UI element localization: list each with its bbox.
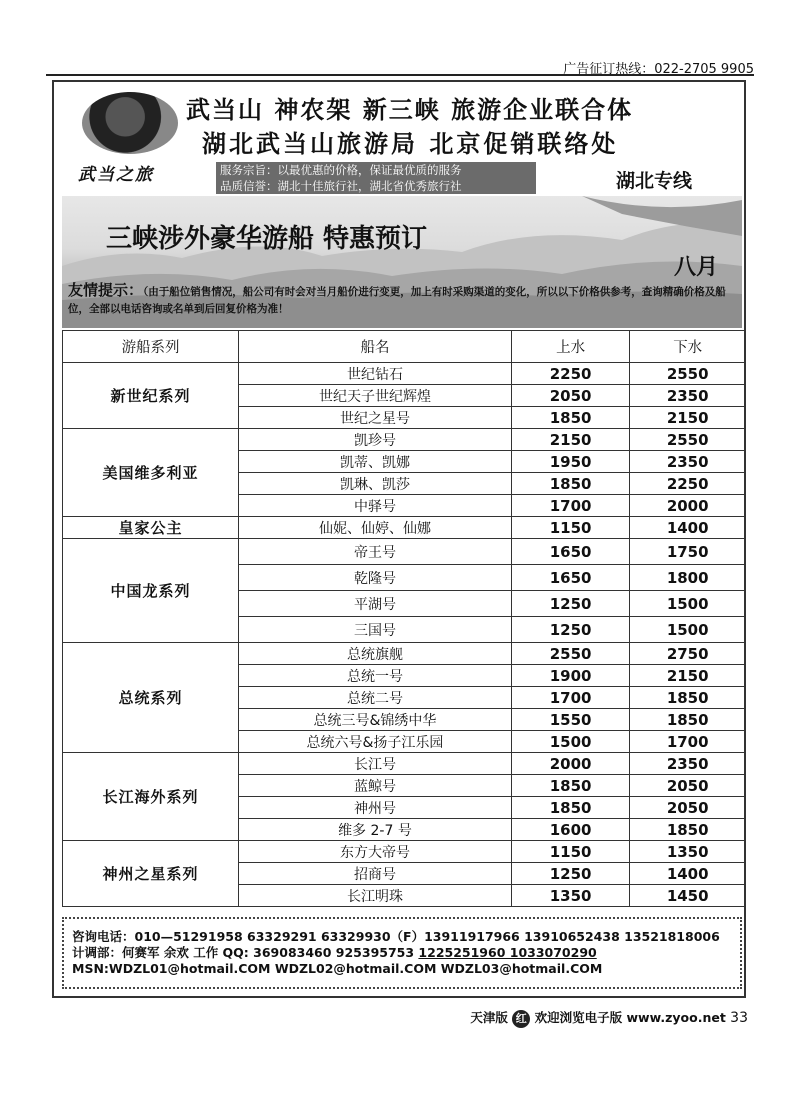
contact-box bbox=[62, 917, 742, 989]
ship-name: 维多 2-7 号 bbox=[239, 819, 512, 841]
ship-name: 长江明珠 bbox=[239, 885, 512, 907]
ship-name: 总统三号&锦绣中华 bbox=[239, 709, 512, 731]
ship-name: 仙妮、仙婷、仙娜 bbox=[239, 517, 512, 539]
ship-name: 凯琳、凯莎 bbox=[239, 473, 512, 495]
service-motto: 服务宗旨：以最优惠的价格，保证最优质的服务 bbox=[220, 163, 462, 177]
downstream-price: 1850 bbox=[630, 819, 746, 841]
table-row bbox=[63, 517, 746, 539]
ad-header bbox=[54, 82, 744, 194]
downstream-price: 2250 bbox=[630, 473, 746, 495]
ship-name: 世纪天子世纪辉煌 bbox=[239, 385, 512, 407]
upstream-price: 1700 bbox=[511, 687, 630, 709]
ship-name: 平湖号 bbox=[239, 591, 512, 617]
series-cell: 长江海外系列 bbox=[63, 753, 239, 841]
table-row bbox=[63, 429, 746, 451]
upstream-price: 1900 bbox=[511, 665, 630, 687]
table-row bbox=[63, 643, 746, 665]
upstream-price: 2550 bbox=[511, 643, 630, 665]
ship-name: 长江号 bbox=[239, 753, 512, 775]
page-number: 33 bbox=[730, 1010, 748, 1026]
series-cell: 皇家公主 bbox=[63, 517, 239, 539]
upstream-price: 1650 bbox=[511, 565, 630, 591]
planner-qq-text: 计调部：何赛军 余欢 工作 QQ: 369083460 925395753 bbox=[72, 945, 419, 960]
series-cell: 美国维多利亚 bbox=[63, 429, 239, 517]
downstream-price: 2050 bbox=[630, 775, 746, 797]
ship-name: 总统六号&扬子江乐园 bbox=[239, 731, 512, 753]
ad-frame bbox=[52, 80, 746, 998]
downstream-price: 2000 bbox=[630, 495, 746, 517]
website-link[interactable]: 欢迎浏览电子版 www.zyoo.net bbox=[534, 1010, 726, 1025]
upstream-price: 1250 bbox=[511, 863, 630, 885]
notice-text: （由于船位销售情况，船公司有时会对当月船价进行变更，加上有时采购渠道的变化，所以以下价格供参考，查询精确价格及船位，全部以电话咨询或名单到后回复价格为准！ bbox=[68, 286, 726, 315]
notice-label: 友情提示： bbox=[68, 281, 144, 299]
planner-qq bbox=[72, 945, 732, 961]
edition-label: 天津版 bbox=[470, 1010, 508, 1025]
upstream-price: 1950 bbox=[511, 451, 630, 473]
series-cell: 神州之星系列 bbox=[63, 841, 239, 907]
downstream-price: 1800 bbox=[630, 565, 746, 591]
downstream-price: 1750 bbox=[630, 539, 746, 565]
promo-banner bbox=[62, 196, 742, 328]
downstream-price: 2150 bbox=[630, 407, 746, 429]
upstream-price: 1250 bbox=[511, 617, 630, 643]
ship-name: 总统旗舰 bbox=[239, 643, 512, 665]
alliance-title: 武当山 神农架 新三峡 旅游企业联合体 bbox=[186, 95, 634, 124]
wudang-logo bbox=[72, 90, 192, 190]
ship-name: 帝王号 bbox=[239, 539, 512, 565]
top-divider bbox=[46, 74, 754, 76]
page-footer bbox=[470, 1008, 748, 1028]
upstream-price: 2150 bbox=[511, 429, 630, 451]
table-row bbox=[63, 841, 746, 863]
series-cell: 新世纪系列 bbox=[63, 363, 239, 429]
ship-name: 招商号 bbox=[239, 863, 512, 885]
upstream-price: 1250 bbox=[511, 591, 630, 617]
upstream-price: 1550 bbox=[511, 709, 630, 731]
ship-name: 三国号 bbox=[239, 617, 512, 643]
downstream-price: 1350 bbox=[630, 841, 746, 863]
downstream-price: 1500 bbox=[630, 591, 746, 617]
ship-name: 蓝鲸号 bbox=[239, 775, 512, 797]
ship-name: 世纪钻石 bbox=[239, 363, 512, 385]
table-header-row bbox=[63, 331, 746, 363]
header-downstream: 下水 bbox=[630, 331, 746, 363]
table-row bbox=[63, 539, 746, 565]
downstream-price: 2050 bbox=[630, 797, 746, 819]
downstream-price: 1450 bbox=[630, 885, 746, 907]
logo-swirl-icon bbox=[82, 92, 178, 154]
upstream-price: 2250 bbox=[511, 363, 630, 385]
downstream-price: 1850 bbox=[630, 687, 746, 709]
region-label: 湖北专线 bbox=[616, 170, 693, 192]
consult-phone: 咨询电话：010—51291958 63329291 63329930（F）13911917966 13910652438 13521818006 bbox=[72, 929, 720, 944]
downstream-price: 2550 bbox=[630, 429, 746, 451]
downstream-price: 2550 bbox=[630, 363, 746, 385]
msn-contacts: MSN:WDZL01@hotmail.COM WDZL02@hotmail.COM WDZL03@hotmail.COM bbox=[72, 961, 603, 976]
upstream-price: 1850 bbox=[511, 797, 630, 819]
motto-box bbox=[216, 162, 536, 194]
upstream-price: 1850 bbox=[511, 407, 630, 429]
downstream-price: 2350 bbox=[630, 385, 746, 407]
ad-hotline: 广告征订热线：022-2705 9905 bbox=[563, 62, 754, 77]
downstream-price: 2150 bbox=[630, 665, 746, 687]
ship-name: 中驿号 bbox=[239, 495, 512, 517]
price-table-body bbox=[63, 363, 746, 907]
header-ship: 船名 bbox=[239, 331, 512, 363]
series-cell: 总统系列 bbox=[63, 643, 239, 753]
upstream-price: 1850 bbox=[511, 775, 630, 797]
upstream-price: 1850 bbox=[511, 473, 630, 495]
downstream-price: 1400 bbox=[630, 863, 746, 885]
upstream-price: 2050 bbox=[511, 385, 630, 407]
header-upstream: 上水 bbox=[511, 331, 630, 363]
series-cell: 中国龙系列 bbox=[63, 539, 239, 643]
downstream-price: 1700 bbox=[630, 731, 746, 753]
downstream-price: 2750 bbox=[630, 643, 746, 665]
ship-name: 东方大帝号 bbox=[239, 841, 512, 863]
upstream-price: 1150 bbox=[511, 841, 630, 863]
planner-qq-underlined: 1225251960 1033070290 bbox=[418, 945, 597, 960]
ship-name: 世纪之星号 bbox=[239, 407, 512, 429]
office-title: 湖北武当山旅游局 北京促销联络处 bbox=[202, 130, 619, 158]
upstream-price: 1350 bbox=[511, 885, 630, 907]
ship-name: 神州号 bbox=[239, 797, 512, 819]
edition-badge-icon: 红 bbox=[512, 1010, 530, 1028]
table-row bbox=[63, 753, 746, 775]
month-label: 八月 bbox=[674, 255, 719, 280]
downstream-price: 1500 bbox=[630, 617, 746, 643]
table-row bbox=[63, 363, 746, 385]
ship-name: 总统一号 bbox=[239, 665, 512, 687]
downstream-price: 2350 bbox=[630, 753, 746, 775]
ship-name: 总统二号 bbox=[239, 687, 512, 709]
upstream-price: 1600 bbox=[511, 819, 630, 841]
ship-name: 乾隆号 bbox=[239, 565, 512, 591]
ship-name: 凯蒂、凯娜 bbox=[239, 451, 512, 473]
quality-motto: 品质信誉：湖北十佳旅行社，湖北省优秀旅行社 bbox=[220, 179, 462, 193]
upstream-price: 1500 bbox=[511, 731, 630, 753]
ship-name: 凯珍号 bbox=[239, 429, 512, 451]
promo-title: 三峡涉外豪华游船 特惠预订 bbox=[106, 224, 428, 254]
upstream-price: 1150 bbox=[511, 517, 630, 539]
downstream-price: 1850 bbox=[630, 709, 746, 731]
upstream-price: 2000 bbox=[511, 753, 630, 775]
downstream-price: 1400 bbox=[630, 517, 746, 539]
upstream-price: 1700 bbox=[511, 495, 630, 517]
logo-text: 武当之旅 bbox=[78, 165, 154, 185]
upstream-price: 1650 bbox=[511, 539, 630, 565]
downstream-price: 2350 bbox=[630, 451, 746, 473]
price-table bbox=[62, 330, 746, 907]
price-notice bbox=[68, 282, 738, 318]
header-series: 游船系列 bbox=[63, 331, 239, 363]
